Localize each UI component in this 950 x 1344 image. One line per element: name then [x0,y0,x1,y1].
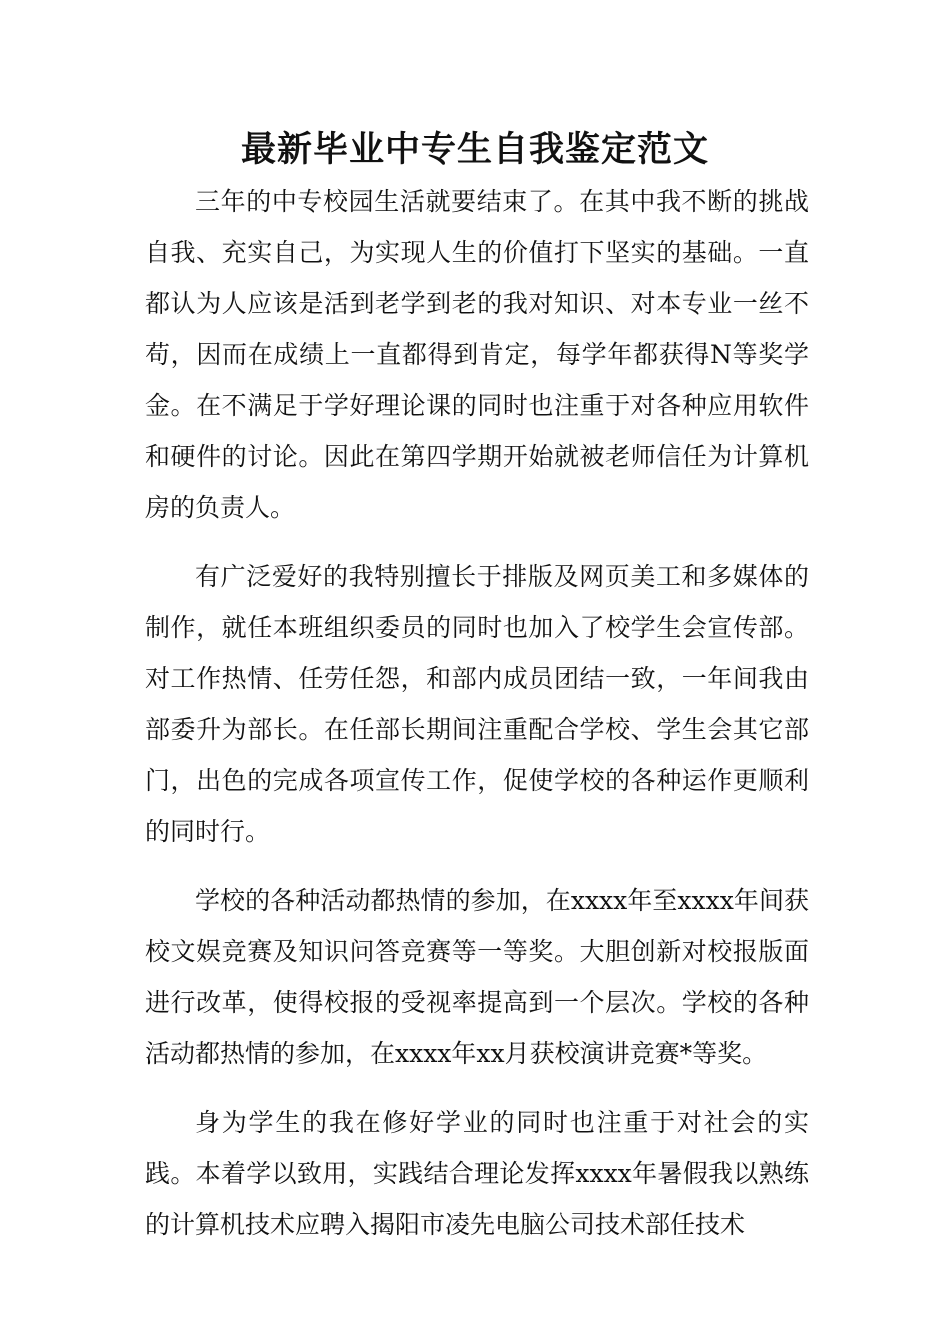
paragraph-1: 三年的中专校园生活就要结束了。在其中我不断的挑战自我、充实自己，为实现人生的价值打下坚实的基础。一直都认为人应该是活到老学到老的我对知识、对本专业一丝不苟，因而在成绩上一直都得到肯定，每学年都获得N等奖学金。在不满足于学好理论课的同时也注重于对各种应用软件和硬件的讨论。因此在第四学期开始就被老师信任为计算机房的负责人。 [145,187,809,522]
document-body [145,176,809,1250]
paragraph-2: 有广泛爱好的我特别擅长于排版及网页美工和多媒体的制作，就任本班组织委员的同时也加入了校学生会宣传部。对工作热情、任劳任怨，和部内成员团结一致，一年间我由部委升为部长。在任部长期间注重配合学校、学生会其它部门，出色的完成各项宣传工作，促使学校的各种运作更顺利的同时行。 [145,562,809,846]
paragraph-4: 身为学生的我在修好学业的同时也注重于对社会的实践。本着学以致用，实践结合理论发挥xxxx年暑假我以熟练的计算机技术应聘入揭阳市凌先电脑公司技术部任技术 [145,1108,809,1239]
paragraph-3: 学校的各种活动都热情的参加，在xxxx年至xxxx年间获校文娱竞赛及知识问答竞赛等一等奖。大胆创新对校报版面进行改革，使得校报的受视率提高到一个层次。学校的各种活动都热情的参加，在xxxx年xx月获校演讲竞赛*等奖。 [145,886,809,1068]
document-title: 最新毕业中专生自我鉴定范文 [240,130,709,170]
